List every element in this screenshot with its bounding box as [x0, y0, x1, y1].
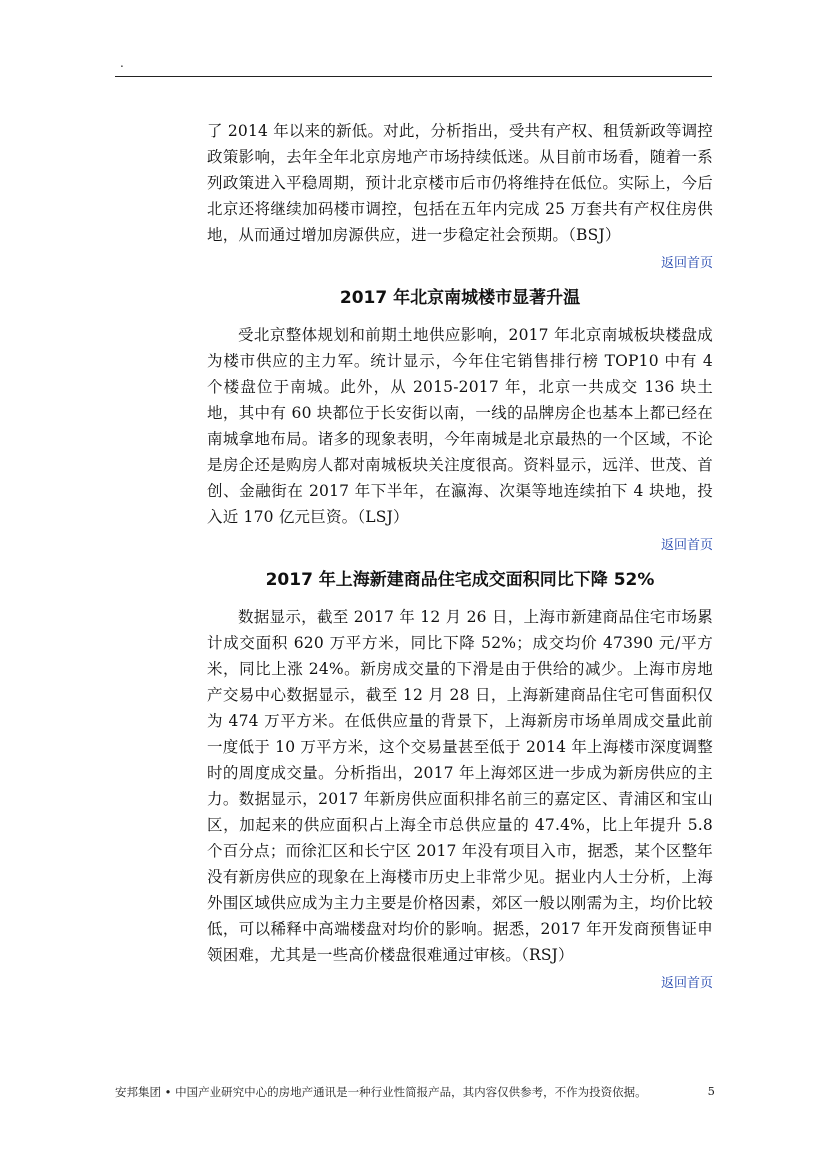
page-number: 5: [707, 1084, 715, 1098]
header-rule: [115, 76, 712, 77]
section-title-shanghai-housing: 2017 年上海新建商品住宅成交面积同比下降 52%: [265, 570, 655, 590]
back-to-home-link[interactable]: 返回首页: [660, 976, 713, 991]
back-to-home-link[interactable]: 返回首页: [660, 538, 713, 553]
back-to-home-link[interactable]: 返回首页: [660, 256, 713, 271]
section-title-beijing-south: 2017 年北京南城楼市显著升温: [339, 288, 581, 308]
document-body: [207, 118, 713, 994]
shanghai-housing-paragraph: 数据显示，截至 2017 年 12 月 26 日，上海市新建商品住宅市场累计成交面积 620 万平方米，同比下降 52%；成交均价 47390 元/平方米，同比上涨 24%。新房成交量的下滑是由于供给的减少。上海市房地产交易中心数据显示，截至 12 月 28 日，上海新建商品住宅可售面积仅为 474 万平方米。在低供应量的背景下，上海新房市场单周成交量此前一度低于 10 万平方米，这个交易量甚至低于 2014 年上海楼市深度调整时的周度成交量。分析指出，2017 年上海郊区进一步成为新房供应的主力。数据显示，2017 年新房供应面积排名前三的嘉定区、青浦区和宝山区，加起来的供应面积占上海全市总供应量的 47.4%，比上年提升 5.8 个百分点；而徐汇区和长宁区 2017 年没有项目入市，据悉，某个区整年没有新房供应的现象在上海楼市历史上非常少见。据业内人士分析，上海外围区域供应成为主力主要是价格因素，郊区一般以刚需为主，均价比较低，可以稀释中高端楼盘对均价的影响。据悉，2017 年开发商预售证申领困难，尤其是一些高价楼盘很难通过审核。（RSJ）: [207, 608, 713, 964]
header-mark: .: [120, 56, 124, 70]
beijing-south-paragraph: 受北京整体规划和前期土地供应影响，2017 年北京南城板块楼盘成为楼市供应的主力军。统计显示，今年住宅销售排行榜 TOP10 中有 4 个楼盘位于南城。此外，从 2015-2017 年，北京一共成交 136 块土地，其中有 60 块都位于长安街以南，一线的品牌房企也基本上都已经在南城拿地布局。诸多的现象表明，今年南城是北京最热的一个区域，不论是房企还是购房人都对南城板块关注度很高。资料显示，远洋、世茂、首创、金融街在 2017 年下半年，在瀛海、次渠等地连续拍下 4 块地，投入近 170 亿元巨资。（LSJ）: [207, 326, 713, 526]
footer-disclaimer: 安邦集团 • 中国产业研究中心的房地产通讯是一种行业性简报产品，其内容仅供参考，不作为投资依据。: [115, 1085, 647, 1099]
continued-paragraph: 了 2014 年以来的新低。对此，分析指出，受共有产权、租赁新政等调控政策影响，去年全年北京房地产市场持续低迷。从目前市场看，随着一系列政策进入平稳周期，预计北京楼市后市仍将维持在低位。实际上，今后北京还将继续加码楼市调控，包括在五年内完成 25 万套共有产权住房供地，从而通过增加房源供应，进一步稳定社会预期。（BSJ）: [207, 122, 713, 244]
